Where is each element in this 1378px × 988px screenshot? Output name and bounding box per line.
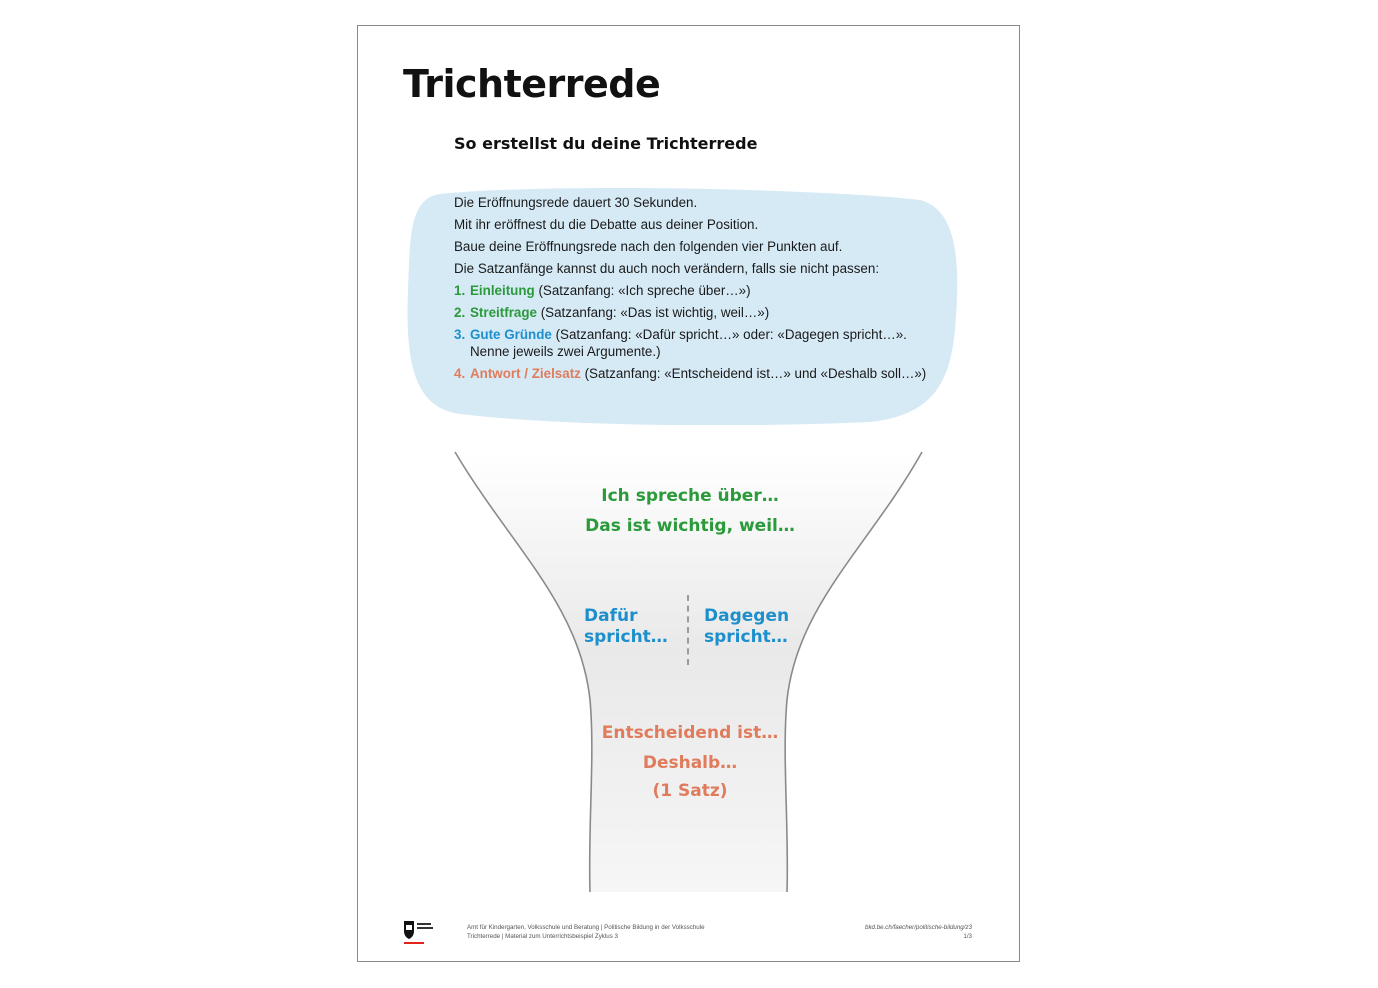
step-item bbox=[454, 366, 944, 383]
document-title: Trichterrede bbox=[403, 62, 661, 106]
funnel-pro bbox=[584, 606, 674, 648]
step-text: (Satzanfang: «Das ist wichtig, weil…») bbox=[536, 305, 770, 320]
step-number: 3. bbox=[454, 327, 466, 342]
intro-line: Die Satzanfänge kannst du auch noch verändern, falls sie nicht passen: bbox=[454, 261, 880, 276]
step-keyword: Streitfrage bbox=[470, 305, 537, 320]
step-text: (Satzanfang: «Ich spreche über…») bbox=[534, 283, 751, 298]
step-item bbox=[454, 283, 944, 300]
document-subtitle: So erstellst du deine Trichterrede bbox=[454, 134, 758, 153]
funnel-therefore: Deshalb… bbox=[642, 753, 738, 773]
step-text: (Satzanfang: «Dafür spricht…» oder: «Dagegen spricht…». Nenne jeweils zwei Argumente.) bbox=[470, 327, 907, 359]
funnel-one-sentence: (1 Satz) bbox=[652, 781, 728, 801]
step-list bbox=[454, 283, 944, 382]
step-item bbox=[454, 305, 944, 322]
canton-bern-logo bbox=[402, 920, 442, 944]
step-keyword: Antwort / Zielsatz bbox=[470, 365, 581, 381]
footer-url[interactable]: bkd.be.ch/faecher/politische-bildung/z3 bbox=[865, 924, 972, 931]
step-text: (Satzanfang: «Entscheidend ist…» und «Deshalb soll…») bbox=[580, 365, 927, 381]
funnel-decisive: Entscheidend ist… bbox=[601, 723, 779, 743]
page-number: 1/3 bbox=[963, 933, 972, 940]
footer-info bbox=[467, 923, 705, 941]
intro-line: Mit ihr eröffnest du die Debatte aus deiner Position. bbox=[454, 217, 759, 232]
pro-contra-divider bbox=[687, 595, 689, 665]
instructions bbox=[454, 192, 944, 388]
intro-line: Baue deine Eröffnungsrede nach den folgenden vier Punkten auf. bbox=[454, 239, 843, 254]
step-number: 2. bbox=[454, 305, 466, 320]
step-keyword: Einleitung bbox=[470, 283, 535, 298]
funnel-question: Das ist wichtig, weil… bbox=[585, 516, 795, 536]
step-item bbox=[454, 327, 944, 360]
footer-right bbox=[865, 923, 972, 941]
funnel-contra bbox=[704, 606, 804, 648]
step-number: 1. bbox=[454, 283, 466, 298]
step-keyword: Gute Gründe bbox=[470, 327, 552, 342]
intro-line: Die Eröffnungsrede dauert 30 Sekunden. bbox=[454, 195, 698, 210]
speech-funnel bbox=[440, 445, 940, 900]
funnel-contra-text: Dagegen spricht… bbox=[704, 606, 790, 647]
footer-line: Amt für Kindergarten, Volksschule und Beratung | Politische Bildung in der Volksschule bbox=[467, 924, 705, 931]
funnel-pro-text: Dafür spricht… bbox=[584, 606, 668, 647]
step-number: 4. bbox=[454, 365, 466, 381]
footer-line: Trichterrede | Material zum Unterrichtsbeispiel Zyklus 3 bbox=[467, 933, 618, 940]
funnel-intro: Ich spreche über… bbox=[601, 486, 779, 506]
